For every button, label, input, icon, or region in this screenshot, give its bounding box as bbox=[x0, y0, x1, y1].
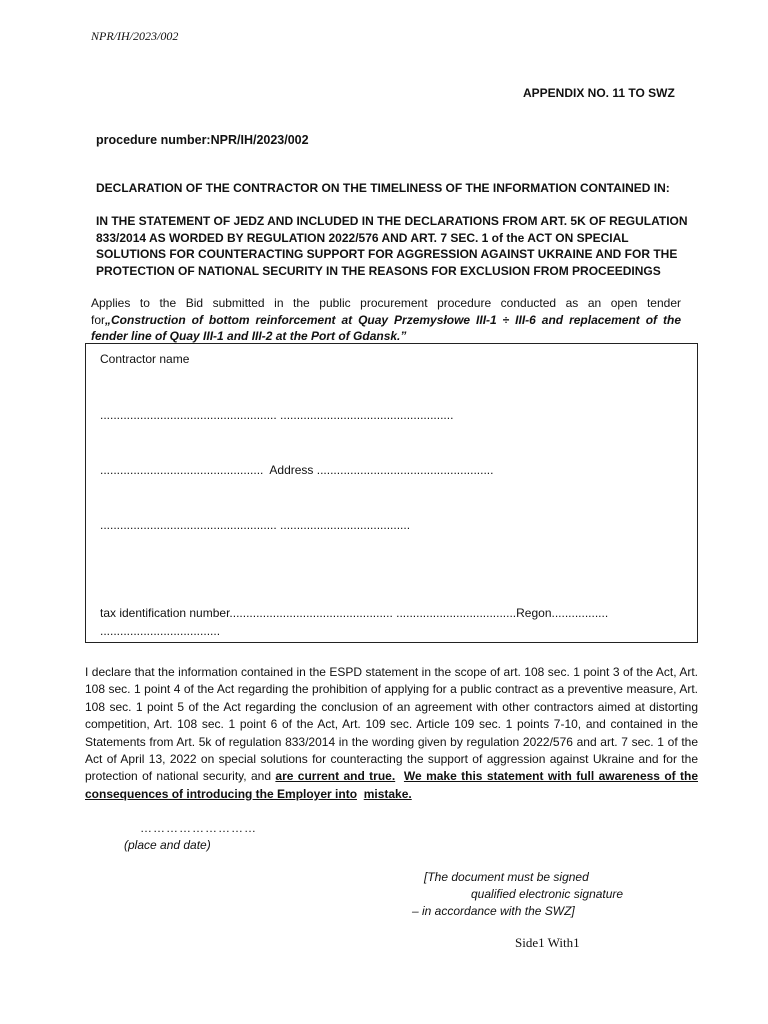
signature-note-1: [The document must be signed bbox=[424, 870, 589, 884]
statement-title: IN THE STATEMENT OF JEDZ AND INCLUDED IN THE DECLARATIONS FROM ART. 5K OF REGULATION 833/2014 AS WORDED BY REGULATION 2022/576 AND ART. 7 SEC. 1 of the ACT ON SPECIAL SOLUTIONS FOR COUNTERACTING SUPPORT FOR AGGRESSION AGAINST UKRAINE AND FOR THE PROTECTION OF NATIONAL SECURITY IN THE REASONS FOR EXCLUSION FROM PROCEEDINGS bbox=[96, 214, 688, 278]
procedure-number bbox=[96, 133, 309, 147]
address-prefix-dots: ................................................. bbox=[100, 463, 264, 477]
header-reference: NPR/IH/2023/002 bbox=[91, 29, 179, 43]
declaration-title: DECLARATION OF THE CONTRACTOR ON THE TIMELINESS OF THE INFORMATION CONTAINED IN: bbox=[96, 181, 670, 195]
contractor-name-label: Contractor name bbox=[100, 352, 190, 366]
appendix-title: APPENDIX NO. 11 TO SWZ bbox=[523, 86, 675, 100]
address-line-2[interactable]: ..................................................... ....................................... bbox=[100, 518, 411, 532]
emphasis-awareness: We make this statement with full awareness of the consequences of introducing the Employer into bbox=[85, 769, 699, 801]
place-date-label: (place and date) bbox=[124, 838, 211, 852]
address-label: Address bbox=[269, 463, 314, 477]
page-label: Side1 With1 bbox=[515, 935, 580, 950]
project-title: „Construction of bottom reinforcement at Quay Przemysłowe III-1 ÷ III-6 and replacement of the fender line of Quay III-1 and III-2 at the Port of Gdansk.” bbox=[91, 312, 681, 343]
signature-note-2: qualified electronic signature bbox=[471, 887, 624, 901]
address-suffix-dots: ..................................................... bbox=[316, 463, 494, 477]
address-line[interactable] bbox=[100, 463, 493, 477]
place-date-dots[interactable]: ……………………… bbox=[140, 821, 257, 835]
applies-paragraph bbox=[91, 295, 681, 345]
declaration-text: I declare that the information contained in the ESPD statement in the scope of art. 108 sec. 1 point 3 of the Act, Art. 108 sec. 1 point 4 of the Act regarding the prohibition of applying for a public contract as a preventive measure, Art. 108 sec. 1 point 5 of the Act regarding the conclusion of an agreement with other contractors aimed at distorting competition, Art. 108 sec. 1 point 6 of the Act, Art. 109 sec. Article 109 sec. 1 points 7-10, and contained in the Statements from Art. 5k of regulation 833/2014 in the wording given by regulation 2022/576 and art. 7 sec. 1 of the Act of April 13, 2022 on special solutions for counteracting the support of aggression against Ukraine and for the protection of national security, and bbox=[85, 665, 698, 784]
procedure-value: NPR/IH/2023/002 bbox=[210, 133, 309, 147]
procedure-label: procedure number: bbox=[96, 133, 211, 147]
contractor-box bbox=[85, 343, 698, 643]
signature-note-3: – in accordance with the SWZ] bbox=[412, 904, 575, 918]
emphasis-current-true: are current and true. bbox=[275, 769, 396, 784]
applies-prefix: Applies to the Bid submitted in the public procurement procedure conducted as an open tender for bbox=[91, 296, 681, 327]
emphasis-mistake: mistake. bbox=[363, 786, 412, 801]
tax-id-line-cont[interactable]: .................................... bbox=[100, 624, 221, 638]
contractor-name-line[interactable]: ..................................................... .................................................... bbox=[100, 408, 454, 422]
tax-id-line[interactable]: tax identification number................................................. ....................................Regon................. bbox=[100, 606, 609, 620]
declaration-body bbox=[85, 664, 698, 803]
